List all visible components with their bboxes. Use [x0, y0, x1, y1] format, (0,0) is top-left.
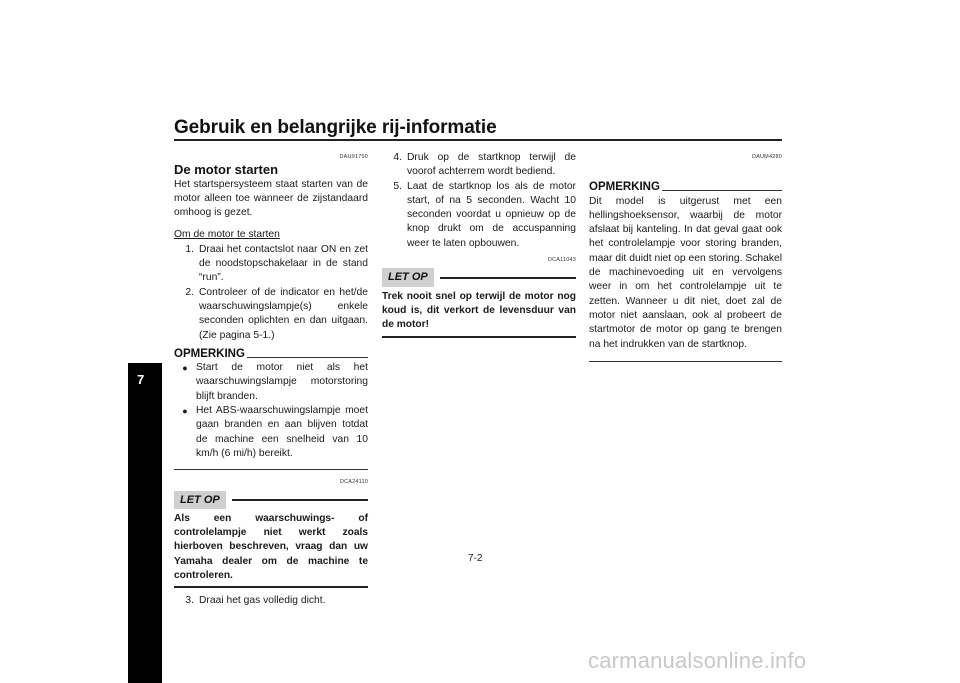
caution-heading [382, 268, 576, 286]
list-item: 5. Laat de startknop los als de motor start, of na 5 seconden. Wacht 10 seconden voordat u opnieuw op de knop drukt om de accuspanning weer te laten opbouwen. [393, 180, 576, 249]
caution-code: DCA24110 [339, 479, 368, 486]
subheading: Om de motor te starten [174, 229, 280, 241]
watermark: carmanualsonline.info [588, 648, 807, 673]
note-code: DAUM4280 [751, 154, 782, 160]
list-item: 4. Druk op de startknop terwijl de voorof achterrem wordt bediend. [393, 152, 576, 178]
caution-heading [174, 491, 368, 509]
caution-label: LET OP [174, 491, 226, 509]
list-item: 3. Draai het gas volledig dicht. [185, 595, 326, 607]
column-1 [174, 150, 368, 609]
note-heading [589, 180, 782, 194]
steps-list-continued [174, 594, 368, 608]
section-code: DAU91750 [339, 154, 368, 160]
note-end-rule [174, 469, 368, 470]
note-heading [174, 347, 368, 361]
header-rule [174, 139, 782, 141]
chapter-tab-number: 7 [137, 372, 145, 387]
bullet-icon: ● [182, 406, 188, 417]
list-item: 2. Controleer of de indicator en het/de waarschuwingslampje(s) enkele seconden oplichten en dan uitgaan. (Zie pagina 5-1.) [185, 286, 368, 341]
column-2 [382, 151, 576, 338]
bullet-icon: ● [182, 363, 188, 374]
steps-list [382, 151, 576, 251]
list-item: ● Het ABS-waarschuwingslampje moet gaan branden en aan blijven totdat de machine een snelheid van 10 km/h (6 mi/h) bereikt. [174, 404, 368, 461]
intro-paragraph: Het startspersysteem staat starten van de motor alleen toe wanneer de zijstandaard omhoog is gezet. [174, 178, 368, 219]
caution-text: Als een waarschuwings- of controlelampje niet werkt zoals hierboven beschreven, vraag dan uw Yamaha dealer om de machine te controleren. [174, 512, 368, 582]
list-item: 1. Draai het contactslot naar ON en zet de noodstopschakelaar in de stand “run”. [185, 243, 368, 284]
column-3 [589, 150, 782, 362]
page-title: Gebruik en belangrijke rij-informatie [174, 117, 497, 138]
chapter-tab [128, 363, 162, 683]
note-label: OPMERKING [174, 347, 245, 360]
caution-end-rule [382, 336, 576, 338]
section-title: De motor starten [174, 162, 279, 178]
caution-text: Trek nooit snel op terwijl de motor nog koud is, dit verkort de levensduur van de motor! [382, 290, 576, 331]
caution-label: LET OP [382, 268, 434, 286]
steps-list [174, 243, 368, 343]
list-item: ● Start de motor niet als het waarschuwingslampje motorstoring blijft branden. [174, 361, 368, 404]
caution-end-rule [174, 586, 368, 588]
caution-code: DCA11043 [547, 257, 576, 264]
note-end-rule [589, 361, 782, 362]
note-label: OPMERKING [589, 181, 660, 194]
page-number: 7-2 [468, 553, 483, 564]
note-bullets [174, 361, 368, 461]
note-text: Dit model is uitgerust met een hellingshoeksensor, waarbij de motor afslaat bij kanteling. In dat geval gaat ook het controlelampje voor storing branden, maar dit duidt niet op een storing. Schakel de machinevoeding uit en vervolgens weer in om het controlelampje uit te zetten. Wanneer u dit niet, doet zal de motor niet aanslaan, ook al probeert de startmotor de motor op gang te brengen na het indrukken van de startknop. [589, 195, 782, 350]
